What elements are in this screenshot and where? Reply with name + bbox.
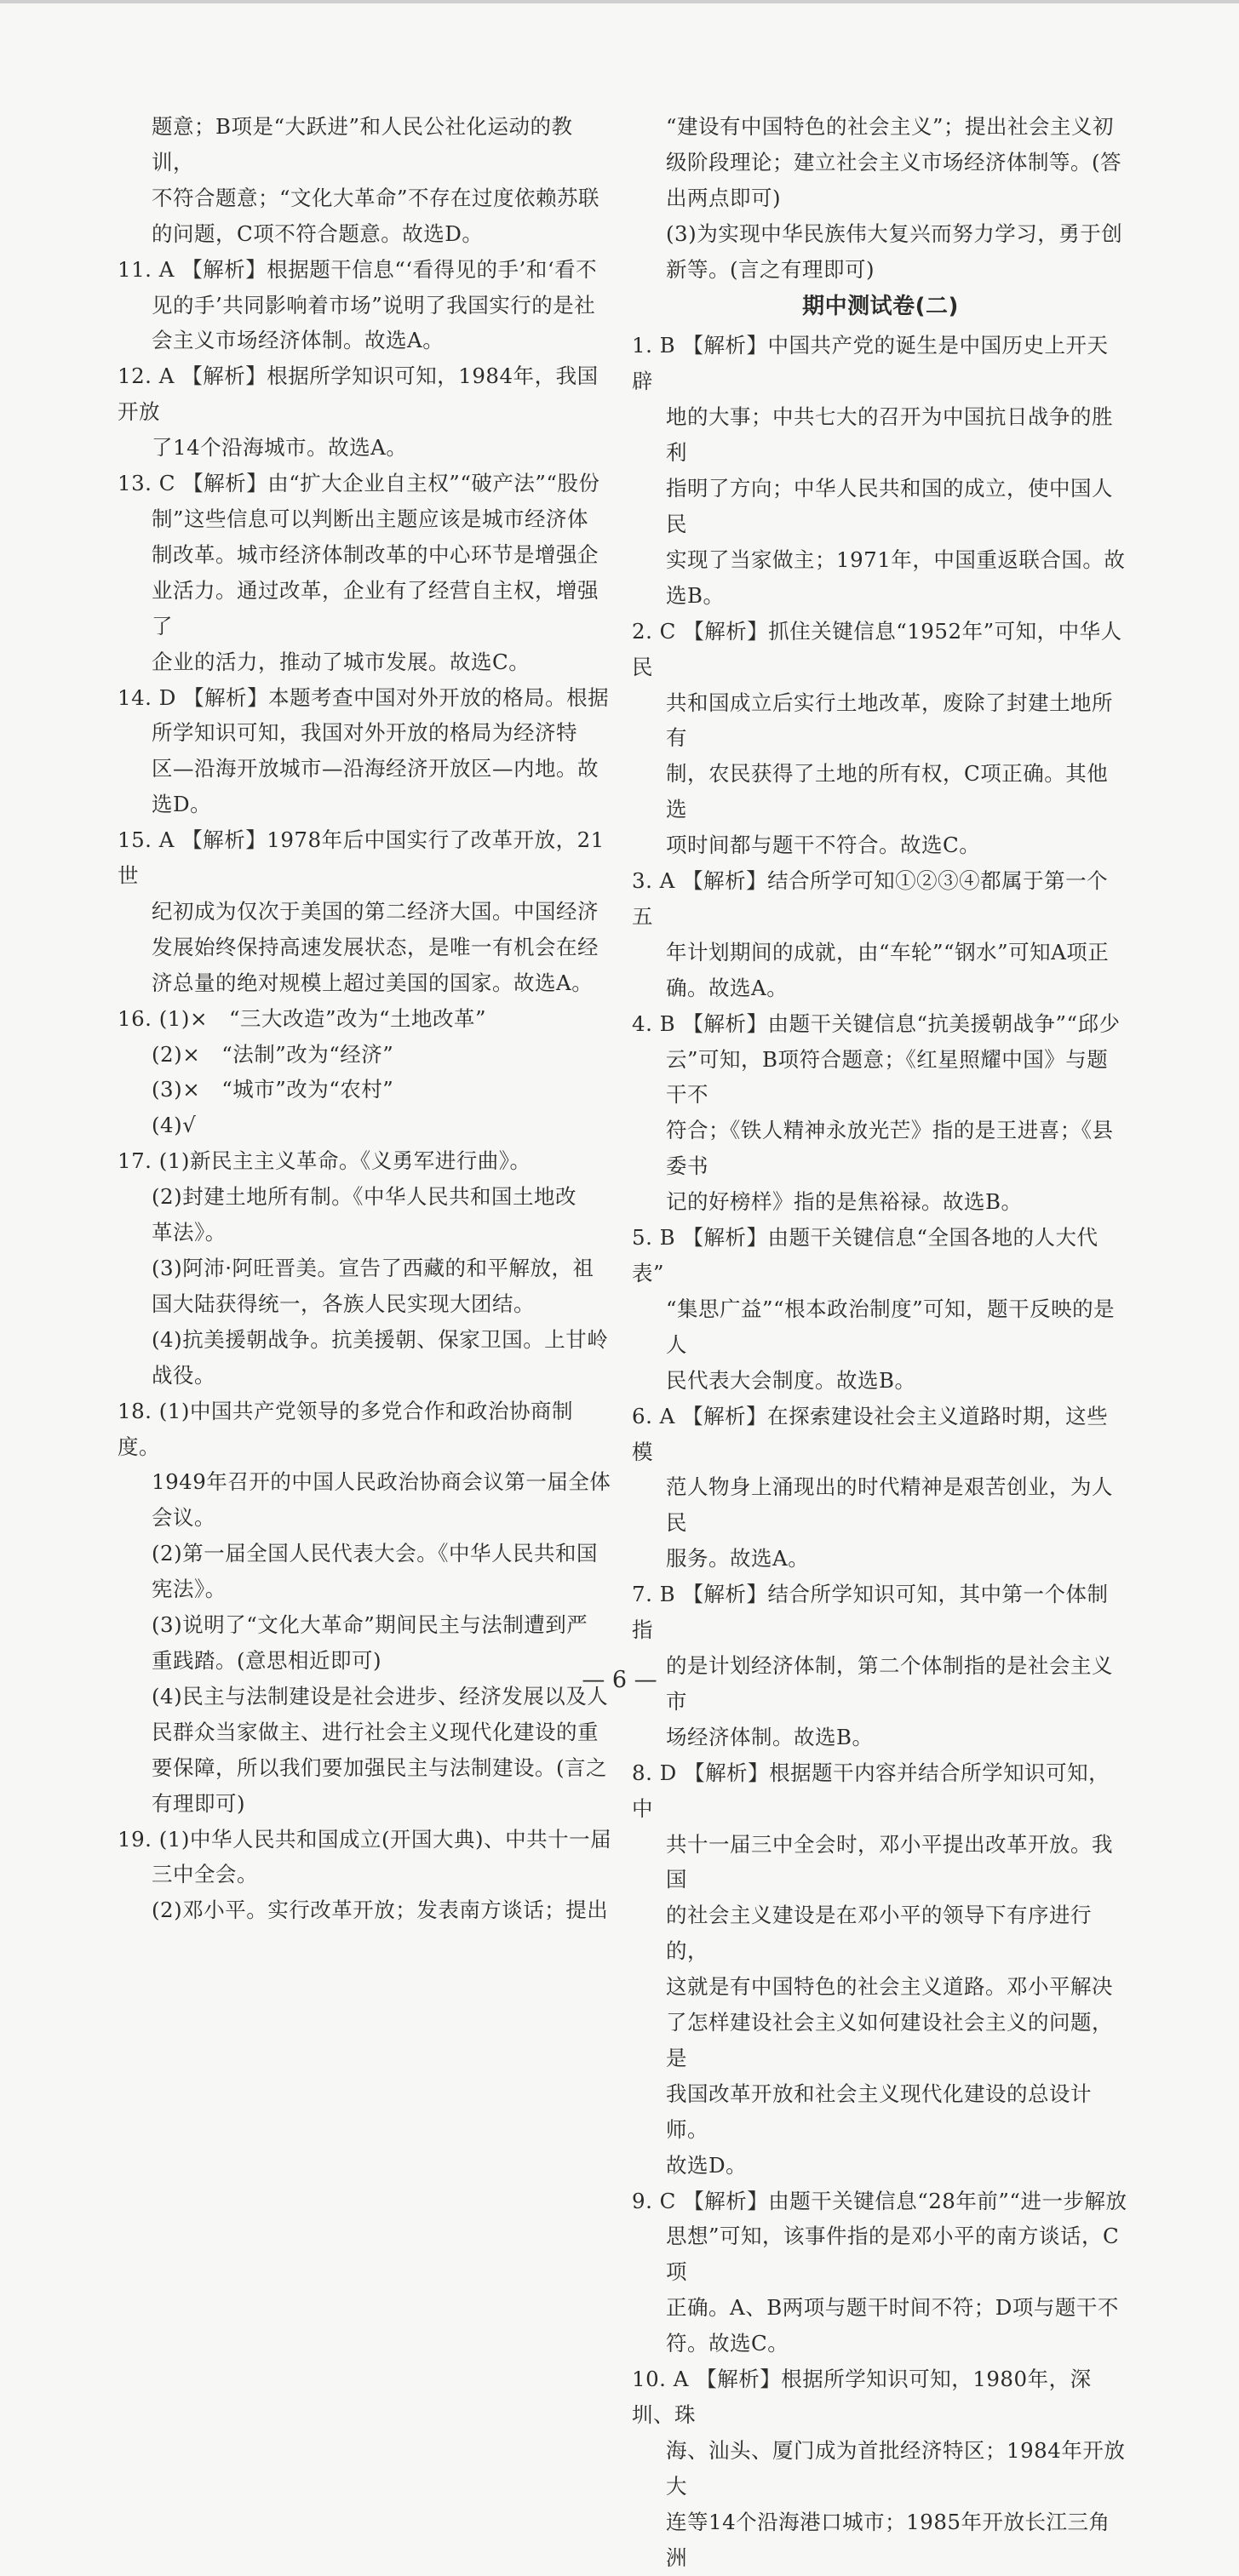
answer-text-line: 题意；B项是“大跃进”和人民公社化运动的教训， <box>152 114 573 175</box>
answer-text-line: 要保障，所以我们要加强民主与法制建设。(言之 <box>152 1755 608 1780</box>
answer-text-line: 制，农民获得了土地的所有权，C项正确。其他选 <box>666 761 1109 822</box>
answer-item-line: 1. B 【解析】中国共产党的诞生是中国历史上开天辟 <box>632 333 1109 394</box>
answer-text-line: 会议。 <box>152 1505 215 1531</box>
answer-text-line: (3)阿沛·阿旺晋美。宣告了西藏的和平解放，祖 <box>152 1256 594 1280</box>
answer-text-line: 连等14个沿海港口城市；1985年开放长江三角洲 <box>666 2509 1110 2570</box>
answer-text-line: 所学知识可知，我国对外开放的格局为经济特 <box>152 720 577 746</box>
answer-text-line: 共十一届三中全会时，邓小平提出改革开放。我国 <box>666 1831 1113 1892</box>
left-column <box>118 109 613 1928</box>
answer-item-line: 12. A 【解析】根据所学知识可知，1984年，我国开放 <box>118 364 599 425</box>
answer-text-line: 区—沿海开放城市—沿海经济开放区—内地。故 <box>152 756 599 781</box>
answer-text-line: 共和国成立后实行土地改革，废除了封建土地所有 <box>666 690 1113 751</box>
answer-text-line: 的是计划经济体制，第二个体制指的是社会主义市 <box>666 1652 1113 1714</box>
answer-text-line: 项时间都与题干不符合。故选C。 <box>666 833 981 858</box>
answer-text-line: 宪法》。 <box>152 1577 227 1602</box>
answer-text-line: 符合；《铁人精神永放光芒》指的是王进喜；《县委书 <box>666 1118 1114 1179</box>
section-heading: 期中测试卷(二) <box>802 293 959 319</box>
answer-text-line: (2)邓小平。实行改革开放；发表南方谈话；提出 <box>152 1898 609 1923</box>
answer-text-line: 业活力。通过改革，企业有了经营自主权，增强了 <box>152 577 599 638</box>
answer-item-line: 2. C 【解析】抓住关键信息“1952年”可知，中华人民 <box>632 618 1122 679</box>
answer-text-line: 革法》。 <box>152 1220 227 1245</box>
answer-text-line: 场经济体制。故选B。 <box>666 1724 874 1749</box>
answer-text-line: (4)√ <box>152 1113 197 1138</box>
answer-text-line: 指明了方向；中华人民共和国的成立，使中国人民 <box>666 476 1113 536</box>
answer-text-line: 正确。A、B两项与题干时间不符；D项与题干不 <box>666 2295 1119 2321</box>
top-edge <box>0 0 1239 3</box>
answer-text-line: 我国改革开放和社会主义现代化建设的总设计师。 <box>666 2081 1092 2142</box>
answer-item-line: 5. B 【解析】由题干关键信息“全国各地的人大代表” <box>632 1225 1098 1285</box>
answer-text-line: 实现了当家做主；1971年，中国重返联合国。故 <box>666 547 1126 572</box>
answer-text-line: 有理即可) <box>152 1790 246 1816</box>
answer-text-line: 选D。 <box>152 792 212 817</box>
answer-item-line: 17. (1)新民主主义革命。《义勇军进行曲》。 <box>118 1148 531 1174</box>
answer-text-line: 会主义市场经济体制。故选A。 <box>152 328 445 353</box>
answer-text-line: 1949年召开的中国人民政治协商会议第一届全体 <box>152 1469 611 1495</box>
answer-text-line: 济总量的绝对规模上超过美国的国家。故选A。 <box>152 970 594 995</box>
answer-text-line: (4)抗美援朝战争。抗美援朝、保家卫国。上甘岭 <box>152 1326 609 1352</box>
answer-text-line: 制改革。城市经济体制改革的中心环节是增强企 <box>152 541 599 567</box>
answer-text-line: 服务。故选A。 <box>666 1546 810 1571</box>
answer-text-line: 国大陆获得统一，各族人民实现大团结。 <box>152 1291 535 1316</box>
answer-text-line: 符。故选C。 <box>666 2331 789 2356</box>
answer-item-line: 16. (1)× “三大改造”改为“土地改革” <box>118 1005 487 1031</box>
answer-item-line: 4. B 【解析】由题干关键信息“抗美援朝战争”“邱少 <box>632 1010 1121 1036</box>
answer-item-line: 11. A 【解析】根据题干信息“‘看得见的手’和‘看不 <box>118 256 598 282</box>
page-number: — 6 — <box>582 1667 657 1693</box>
answer-item-line: 10. A 【解析】根据所学知识可知，1980年，深圳、珠 <box>632 2367 1092 2427</box>
answer-text-line: (3)× “城市”改为“农村” <box>152 1077 394 1102</box>
answer-text-line: 见的手’共同影响着市场”说明了我国实行的是社 <box>152 292 596 318</box>
answer-text-line: 确。故选A。 <box>666 975 789 1000</box>
answer-item-line: 8. D 【解析】根据题干内容并结合所学知识可知，中 <box>632 1760 1110 1821</box>
answer-text-line: 的问题，C项不符合题意。故选D。 <box>152 220 484 246</box>
answer-item-line: 3. A 【解析】结合所学可知①②③④都属于第一个五 <box>632 868 1109 929</box>
answer-text-line: 纪初成为仅次于美国的第二经济大国。中国经济 <box>152 898 599 924</box>
answer-text-line: 海、汕头、厦门成为首批经济特区；1984年开放大 <box>666 2437 1126 2499</box>
answer-text-line: 记的好榜样》指的是焦裕禄。故选B。 <box>666 1189 1023 1215</box>
answer-item-line: 15. A 【解析】1978年后中国实行了改革开放，21世 <box>118 827 605 889</box>
answer-text-line: 地的大事；中共七大的召开为中国抗日战争的胜利 <box>666 404 1113 466</box>
answer-text-line: (2)封建土地所有制。《中华人民共和国土地改 <box>152 1184 576 1210</box>
answer-item-line: 7. B 【解析】结合所学知识可知，其中第一个体制指 <box>632 1582 1109 1643</box>
answer-text-line: 民代表大会制度。故选B。 <box>666 1367 916 1393</box>
answer-text-line: 三中全会。 <box>152 1862 258 1887</box>
answer-text-line: 民群众当家做主、进行社会主义现代化建设的重 <box>152 1719 599 1744</box>
answer-text-line: 出两点即可) <box>666 185 782 210</box>
answer-text-line: 这就是有中国特色的社会主义道路。邓小平解决 <box>666 1974 1113 2000</box>
answer-item-line: 9. C 【解析】由题干关键信息“28年前”“进一步解放 <box>632 2188 1127 2213</box>
answer-item-line: 18. (1)中国共产党领导的多党合作和政治协商制度。 <box>118 1398 573 1459</box>
answer-text-line: “集思广益”“根本政治制度”可知，题干反映的是人 <box>666 1296 1116 1357</box>
answer-text-line: 故选D。 <box>666 2152 748 2178</box>
answer-text-line: 范人物身上涌现出的时代精神是艰苦创业，为人民 <box>666 1474 1113 1536</box>
answer-text-line: 重践踏。(意思相近即可) <box>152 1647 382 1673</box>
answer-text-line: 云”可知，B项符合题意；《红星照耀中国》与题干不 <box>666 1046 1109 1108</box>
answer-text-line: (2)× “法制”改为“经济” <box>152 1041 394 1067</box>
answer-text-line: 了14个沿海城市。故选A。 <box>152 435 408 461</box>
answer-text-line: 发展始终保持高速发展状态，是唯一有机会在经 <box>152 934 599 959</box>
answer-text-line: 级阶段理论；建立社会主义市场经济体制等。(答 <box>666 149 1122 175</box>
answer-text-line: 企业的活力，推动了城市发展。故选C。 <box>152 649 531 674</box>
answer-text-line: 了怎样建设社会主义如何建设社会主义的问题，是 <box>666 2010 1113 2070</box>
answer-item-line: 19. (1)中华人民共和国成立(开国大典)、中共十一届 <box>118 1826 612 1852</box>
answer-text-line: 的社会主义建设是在邓小平的领导下有序进行的， <box>666 1903 1092 1964</box>
answer-item-line: 6. A 【解析】在探索建设社会主义道路时期，这些模 <box>632 1403 1109 1464</box>
answer-text-line: (3)说明了“文化大革命”期间民主与法制遭到严 <box>152 1612 588 1638</box>
answer-text-line: 选B。 <box>666 582 725 608</box>
answer-text-line: 制”这些信息可以判断出主题应该是城市经济体 <box>152 506 589 531</box>
answer-item-line: 14. D 【解析】本题考查中国对外开放的格局。根据 <box>118 684 610 710</box>
answer-text-line: (4)民主与法制建设是社会进步、经济发展以及人 <box>152 1683 609 1709</box>
answer-text-line: 不符合题意；“文化大革命”不存在过度依赖苏联 <box>152 185 600 210</box>
answer-text-line: 战役。 <box>152 1362 215 1388</box>
answer-text-line: 年计划期间的成就，由“车轮”“钢水”可知A项正 <box>666 939 1110 965</box>
answer-text-line: (3)为实现中华民族伟大复兴而努力学习，勇于创 <box>666 220 1123 246</box>
answer-item-line: 13. C 【解析】由“扩大企业自主权”“破产法”“股份 <box>118 471 600 496</box>
answer-text-line: 思想”可知，该事件指的是邓小平的南方谈话，C项 <box>666 2224 1120 2285</box>
answer-text-line: “建设有中国特色的社会主义”；提出社会主义初 <box>666 114 1115 139</box>
right-column <box>632 109 1129 2576</box>
answer-text-line: 新等。(言之有理即可) <box>666 256 875 282</box>
answer-text-line: (2)第一届全国人民代表大会。《中华人民共和国 <box>152 1541 598 1566</box>
